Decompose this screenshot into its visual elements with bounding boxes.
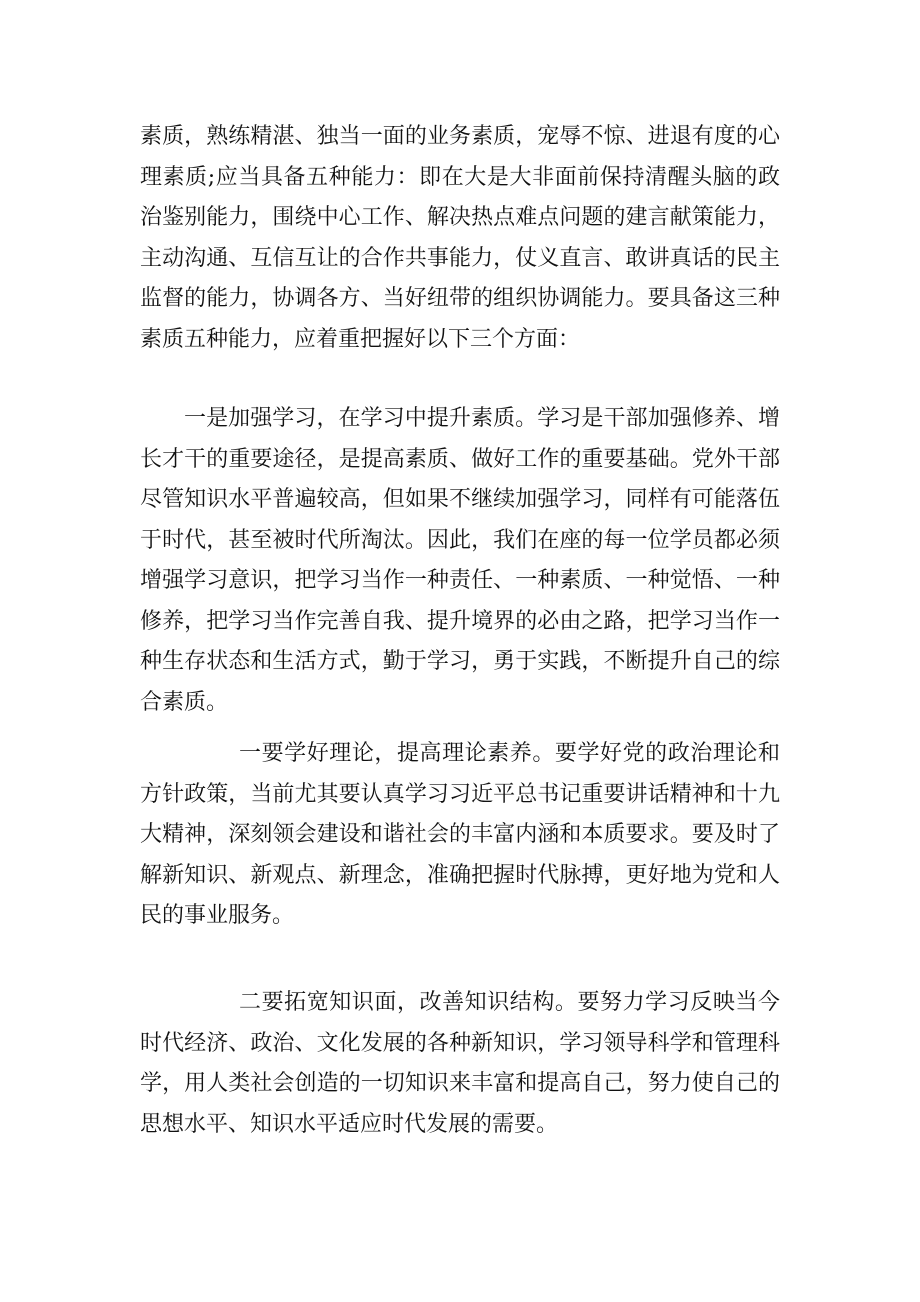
paragraph-theory <box>140 734 780 937</box>
paragraph-1: 素质，熟练精湛、独当一面的业务素质，宠辱不惊、进退有度的心理素质;应当具备五种能力：即在大是大非面前保持清醒头脑的政治鉴别能力，围绕中心工作、解决热点难点问题的建言献策能力，主动沟通、互信互让的合作共事能力，仗义直言、敢讲真话的民主监督的能力，协调各方、当好纽带的组织协调能力。要具备这三种素质五种能力，应着重把握好以下三个方面： <box>140 124 780 352</box>
paragraph-3: 一要学好理论，提高理论素养。要学好党的政治理论和方针政策，当前尤其要认真学习习近平总书记重要讲话精神和十九大精神，深刻领会建设和谐社会的丰富内涵和本质要求。要及时了解新知识、新观点、新理念，准确把握时代脉搏，更好地为党和人民的事业服务。 <box>140 741 780 928</box>
paragraph-continuation <box>140 117 780 360</box>
paragraph-2: 一是加强学习，在学习中提升素质。学习是干部加强修养、增长才干的重要途径，是提高素质、做好工作的重要基础。党外干部尽管知识水平普遍较高，但如果不继续加强学习，同样有可能落伍于时代，甚至被时代所淘汰。因此，我们在座的每一位学员都必须增强学习意识，把学习当作一种责任、一种素质、一种觉悟、一种修养，把学习当作完善自我、提升境界的必由之路，把学习当作一种生存状态和生活方式，勤于学习，勇于实践，不断提升自己的综合素质。 <box>140 406 780 715</box>
paragraph-knowledge <box>140 983 780 1145</box>
paragraph-4: 二要拓宽知识面，改善知识结构。要努力学习反映当今时代经济、政治、文化发展的各种新知识，学习领导科学和管理科学，用人类社会创造的一切知识来丰富和提高自己，努力使自己的思想水平、知识水平适应时代发展的需要。 <box>140 990 780 1137</box>
paragraph-one-heading <box>140 399 780 723</box>
